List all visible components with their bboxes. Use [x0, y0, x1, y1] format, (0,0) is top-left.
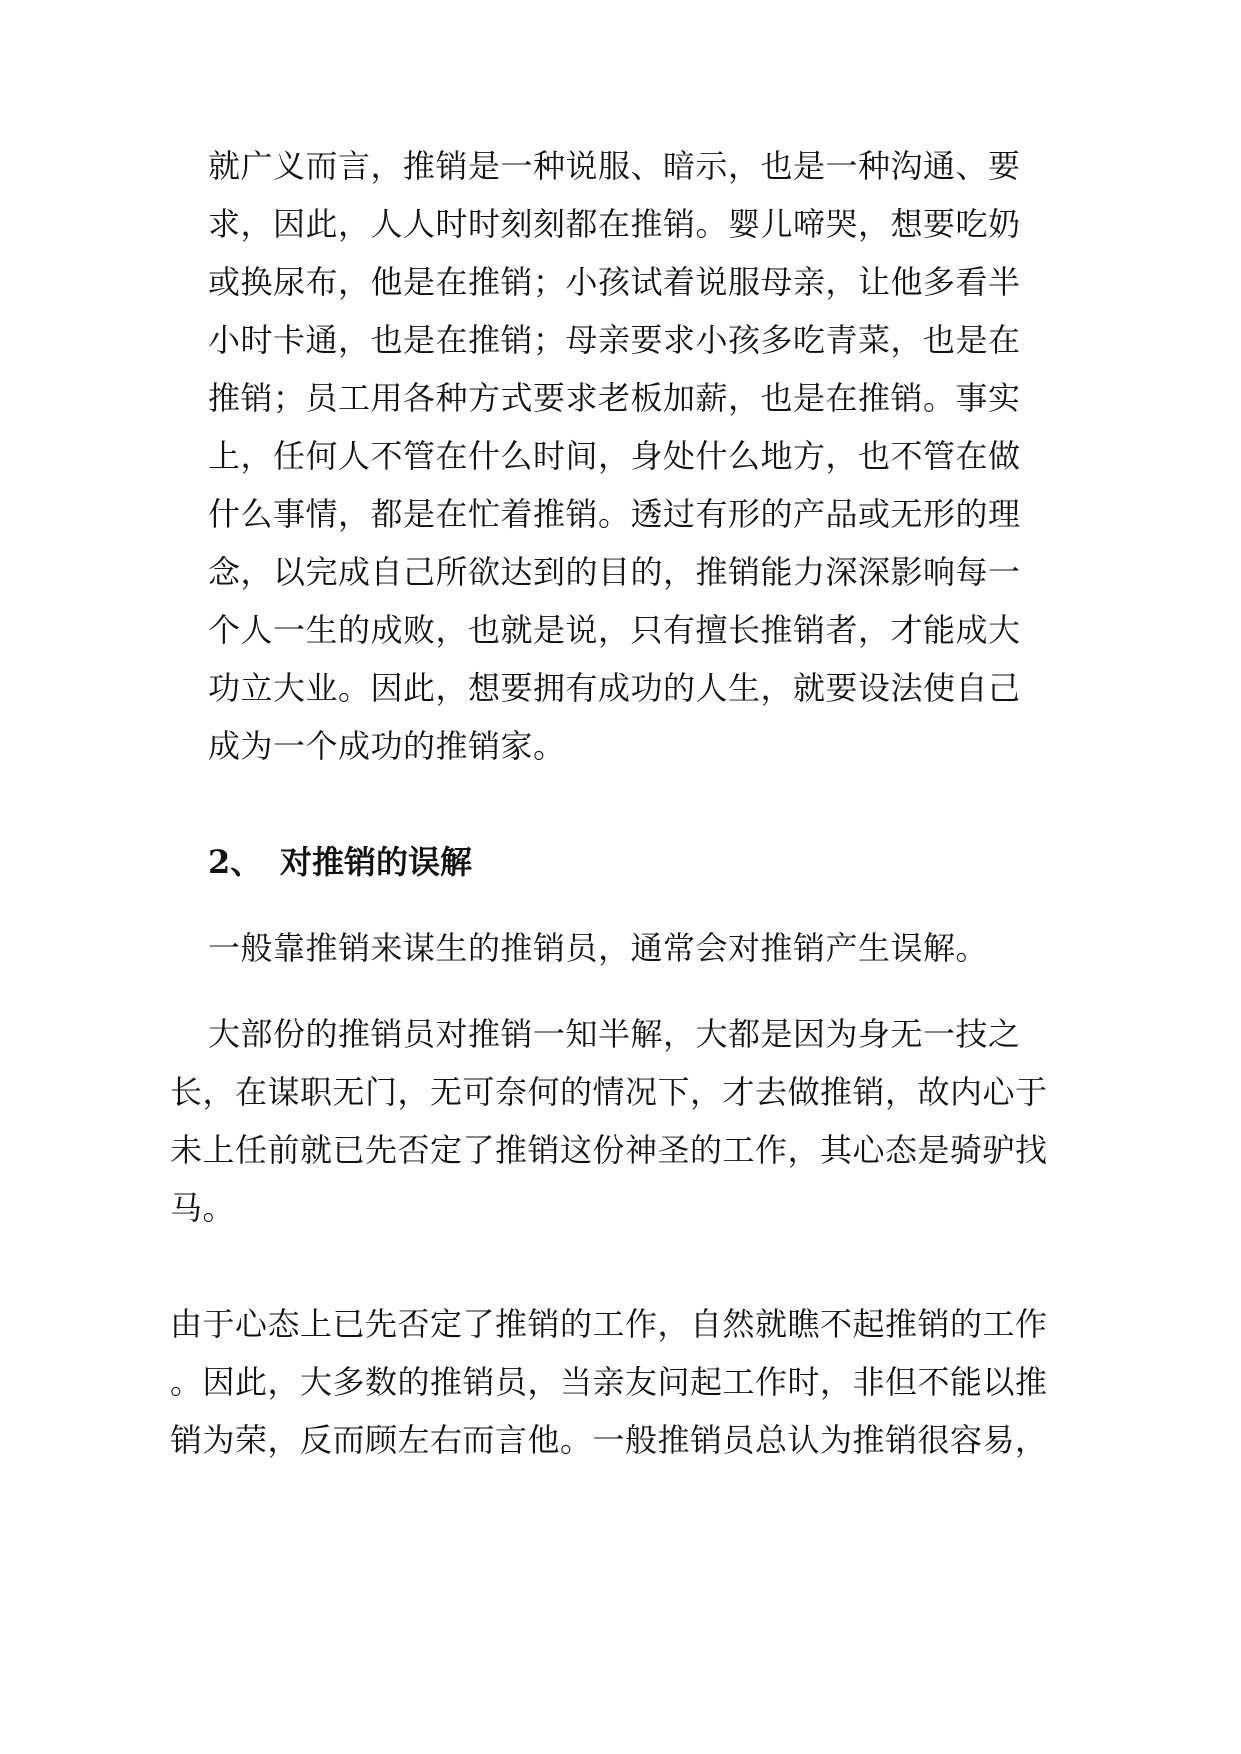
- paragraph-line: 销为荣，反而顾左右而言他。一般推销员总认为推销很容易，: [170, 1421, 1048, 1459]
- paragraph-line: 推销；员工用各种方式要求老板加薪，也是在推销。事实: [208, 379, 1021, 417]
- section-title: 对推销的误解: [280, 843, 473, 881]
- paragraph-line: 功立大业。因此，想要拥有成功的人生，就要设法使自己: [208, 669, 1021, 707]
- paragraph-line: 念，以完成自己所欲达到的目的，推销能力深深影响每一: [208, 553, 1021, 591]
- paragraph-line: 求，因此，人人时时刻刻都在推销。婴儿啼哭，想要吃奶: [208, 205, 1021, 243]
- paragraph-line: 或换尿布，他是在推销；小孩试着说服母亲，让他多看半: [208, 263, 1021, 301]
- paragraph-line: 由于心态上已先否定了推销的工作，自然就瞧不起推销的工作: [170, 1305, 1048, 1343]
- paragraph-line: 个人一生的成败，也就是说，只有擅长推销者，才能成大: [208, 611, 1021, 649]
- paragraph-line: 。因此，大多数的推销员，当亲友问起工作时，非但不能以推: [170, 1363, 1048, 1401]
- paragraph-line: 未上任前就已先否定了推销这份神圣的工作，其心态是骑驴找: [170, 1131, 1048, 1169]
- paragraph-line: 长，在谋职无门，无可奈何的情况下，才去做推销，故内心于: [170, 1073, 1048, 1111]
- paragraph-line: 就广义而言，推销是一种说服、暗示，也是一种沟通、要: [208, 147, 1021, 185]
- paragraph-line: 上，任何人不管在什么时间，身处什么地方，也不管在做: [208, 437, 1021, 475]
- section-heading: [208, 842, 472, 882]
- paragraph-line: 什么事情，都是在忙着推销。透过有形的产品或无形的理: [208, 495, 1021, 533]
- paragraph-line: 大部份的推销员对推销一知半解，大都是因为身无一技之: [208, 1015, 1021, 1053]
- paragraph-line: 成为一个成功的推销家。: [208, 727, 566, 765]
- section-number: 2、: [208, 843, 263, 881]
- paragraph-line: 马。: [170, 1189, 236, 1227]
- paragraph-line: 小时卡通，也是在推销；母亲要求小孩多吃青菜，也是在: [208, 321, 1021, 359]
- paragraph-line: 一般靠推销来谋生的推销员，通常会对推销产生误解。: [208, 929, 989, 967]
